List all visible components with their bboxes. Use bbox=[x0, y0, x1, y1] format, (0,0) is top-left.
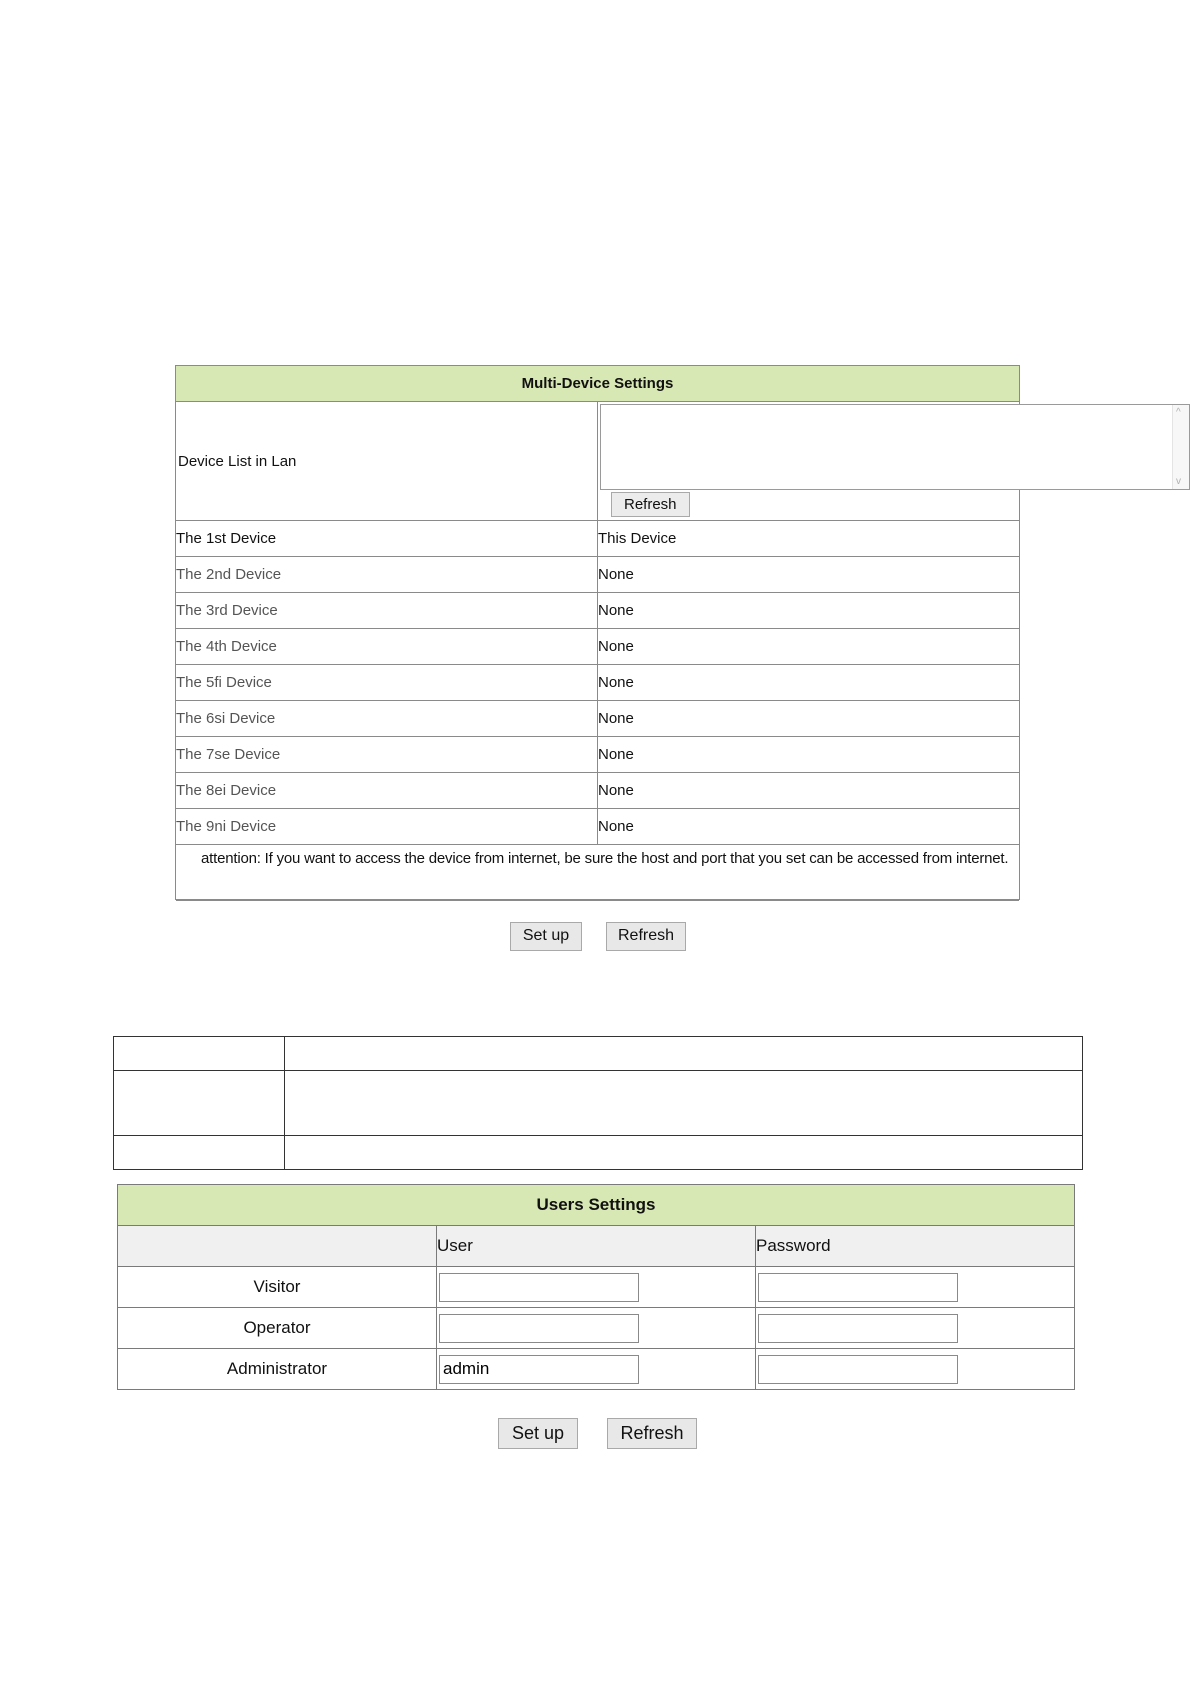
administrator-user-input[interactable] bbox=[439, 1355, 639, 1384]
users-setup-button[interactable]: Set up bbox=[498, 1418, 578, 1449]
scroll-down-icon[interactable]: v bbox=[1176, 476, 1181, 487]
multi-device-refresh-button[interactable]: Refresh bbox=[606, 922, 686, 951]
empty-cell bbox=[114, 1037, 285, 1071]
device-5-value: None bbox=[598, 665, 1020, 701]
multi-device-settings-panel bbox=[175, 365, 1181, 900]
visitor-password-input[interactable] bbox=[758, 1273, 958, 1302]
attention-note: attention: If you want to access the device from internet, be sure the host and port that you set can be accessed from internet. bbox=[176, 845, 1019, 901]
empty-cell bbox=[285, 1037, 1083, 1071]
device-2-label: The 2nd Device bbox=[176, 557, 598, 593]
device-list-refresh-button[interactable]: Refresh bbox=[611, 492, 690, 517]
empty-cell bbox=[114, 1071, 285, 1136]
multi-device-title: Multi-Device Settings bbox=[176, 366, 1019, 402]
users-col-user: User bbox=[437, 1226, 756, 1267]
device-9-label: The 9ni Device bbox=[176, 809, 598, 845]
operator-password-input[interactable] bbox=[758, 1314, 958, 1343]
users-col-password: Password bbox=[756, 1226, 1075, 1267]
operator-label: Operator bbox=[118, 1308, 437, 1349]
device-3-value: None bbox=[598, 593, 1020, 629]
administrator-password-input[interactable] bbox=[758, 1355, 958, 1384]
device-3-label: The 3rd Device bbox=[176, 593, 598, 629]
device-9-value: None bbox=[598, 809, 1020, 845]
device-6-value: None bbox=[598, 701, 1020, 737]
device-5-label: The 5fi Device bbox=[176, 665, 598, 701]
users-header-blank bbox=[118, 1226, 437, 1267]
device-1-value: This Device bbox=[598, 521, 1020, 557]
multi-device-setup-button[interactable]: Set up bbox=[510, 922, 582, 951]
scroll-up-icon[interactable]: ^ bbox=[1176, 407, 1181, 418]
empty-cell bbox=[285, 1136, 1083, 1170]
empty-cell bbox=[285, 1071, 1083, 1136]
users-settings-table bbox=[117, 1184, 1075, 1390]
device-8-value: None bbox=[598, 773, 1020, 809]
device-8-label: The 8ei Device bbox=[176, 773, 598, 809]
multi-device-table bbox=[176, 366, 1181, 901]
device-7-value: None bbox=[598, 737, 1020, 773]
device-list-scrollbar[interactable] bbox=[1172, 405, 1189, 489]
device-7-label: The 7se Device bbox=[176, 737, 598, 773]
device-4-value: None bbox=[598, 629, 1020, 665]
device-2-value: None bbox=[598, 557, 1020, 593]
users-settings-title: Users Settings bbox=[118, 1185, 1075, 1226]
device-list-box[interactable] bbox=[600, 404, 1190, 490]
visitor-user-input[interactable] bbox=[439, 1273, 639, 1302]
visitor-label: Visitor bbox=[118, 1267, 437, 1308]
operator-user-input[interactable] bbox=[439, 1314, 639, 1343]
device-list-label: Device List in Lan bbox=[176, 402, 598, 521]
users-refresh-button[interactable]: Refresh bbox=[607, 1418, 697, 1449]
device-6-label: The 6si Device bbox=[176, 701, 598, 737]
empty-cell bbox=[114, 1136, 285, 1170]
administrator-label: Administrator bbox=[118, 1349, 437, 1390]
empty-table bbox=[113, 1036, 1083, 1170]
device-list-cell bbox=[598, 402, 1181, 521]
device-4-label: The 4th Device bbox=[176, 629, 598, 665]
device-1-label: The 1st Device bbox=[176, 521, 598, 557]
